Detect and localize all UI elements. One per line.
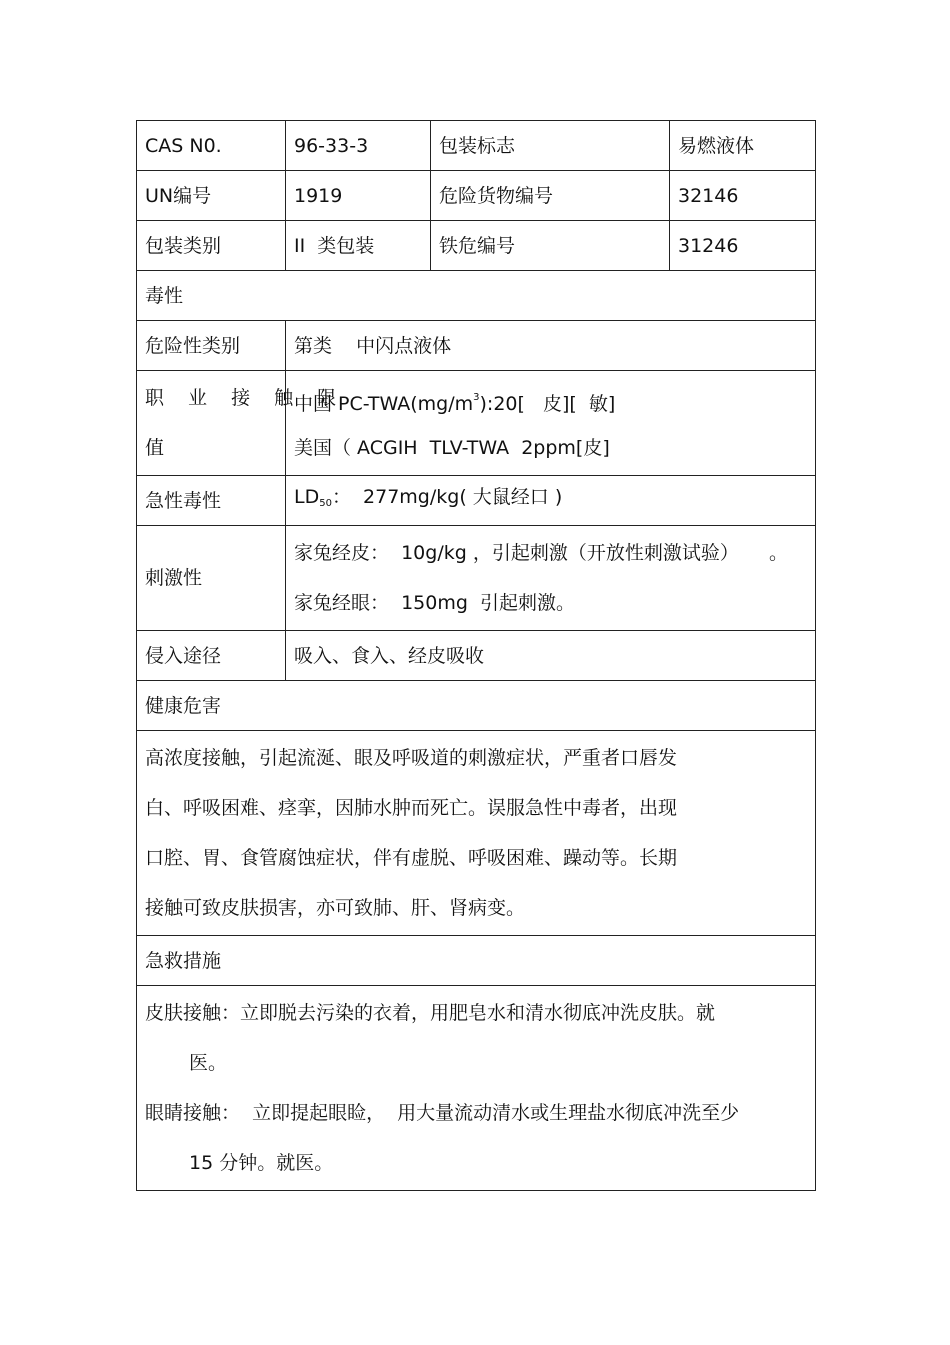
exposure-label-line2: 值 <box>145 437 165 459</box>
table-row <box>137 731 816 936</box>
irritation-skin: 家兔经皮： 10g/kg ，引起刺激（开放性刺激试验） 。 <box>294 542 789 564</box>
packing-mark-label: 包装标志 <box>431 121 670 171</box>
table-row <box>137 271 816 321</box>
exposure-limit-label <box>137 371 346 476</box>
first-aid-line: 眼睛接触： 立即提起眼睑， 用大量流动清水或生理盐水彻底冲洗至少 <box>145 1102 740 1124</box>
table-row <box>137 371 816 476</box>
health-line: 口腔、胃、食管腐蚀症状，伴有虚脱、呼吸困难、躁动等。长期 <box>145 847 678 869</box>
toxicity-heading: 毒性 <box>137 271 816 321</box>
table-row <box>137 121 816 171</box>
packing-class-value: II 类包装 <box>286 221 431 271</box>
first-aid-heading: 急救措施 <box>137 936 816 986</box>
health-line: 高浓度接触，引起流涎、眼及呼吸道的刺激症状，严重者口唇发 <box>145 747 678 769</box>
acute-sub: 50 <box>319 498 332 509</box>
first-aid-line: 皮肤接触：立即脱去污染的衣着，用肥皂水和清水彻底冲洗皮肤。就 <box>145 1002 716 1024</box>
table-row <box>137 681 816 731</box>
packing-class-label: 包装类别 <box>137 221 286 271</box>
acute-prefix: LD <box>294 486 320 508</box>
railway-hazard-number-value: 31246 <box>670 221 816 271</box>
railway-hazard-number-label: 铁危编号 <box>431 221 670 271</box>
dangerous-goods-number-value: 32146 <box>670 171 816 221</box>
first-aid-text <box>137 986 816 1191</box>
first-aid-line: 15 分钟。就医。 <box>189 1152 334 1174</box>
chemical-safety-table <box>136 120 816 1191</box>
irritation-value <box>286 526 816 631</box>
irritation-eye: 家兔经眼： 150mg 引起刺激。 <box>294 592 575 614</box>
hazard-class-value: 第类 中闪点液体 <box>286 321 816 371</box>
table-row <box>137 221 816 271</box>
packing-mark-value: 易燃液体 <box>670 121 816 171</box>
table-row <box>137 526 816 631</box>
acute-toxicity-value <box>286 476 816 526</box>
acute-toxicity-label: 急性毒性 <box>137 476 286 526</box>
un-number-label: UN编号 <box>137 171 286 221</box>
cas-value: 96-33-3 <box>286 121 431 171</box>
route-label: 侵入途径 <box>137 631 286 681</box>
table-row <box>137 171 816 221</box>
table-row <box>137 986 816 1191</box>
route-value: 吸入、食入、经皮吸收 <box>286 631 816 681</box>
first-aid-line: 医。 <box>189 1052 228 1074</box>
cas-label: CAS N0. <box>137 121 286 171</box>
health-hazard-text <box>137 731 816 936</box>
exposure-limit-value <box>286 371 816 476</box>
exposure-china <box>294 373 807 423</box>
table-row <box>137 476 816 526</box>
hazard-class-label: 危险性类别 <box>137 321 286 371</box>
exposure-china-suffix: ):20[ 皮][ 敏] <box>479 393 616 415</box>
table-row <box>137 631 816 681</box>
exposure-label-line1: 职 业 接 触 限 <box>145 387 346 409</box>
table-row <box>137 321 816 371</box>
health-hazard-heading: 健康危害 <box>137 681 816 731</box>
health-line: 白、呼吸困难、痉挛，因肺水肿而死亡。误服急性中毒者，出现 <box>145 797 678 819</box>
exposure-china-sup: 3 <box>473 392 480 403</box>
health-line: 接触可致皮肤损害，亦可致肺、肝、肾病变。 <box>145 897 526 919</box>
acute-suffix: ： 277mg/kg( 大鼠经口 ) <box>331 486 563 508</box>
table-row <box>137 936 816 986</box>
dangerous-goods-number-label: 危险货物编号 <box>431 171 670 221</box>
un-number-value: 1919 <box>286 171 431 221</box>
irritation-label: 刺激性 <box>137 526 286 631</box>
exposure-china-prefix: 中国 PC-TWA(mg/m <box>294 393 474 415</box>
exposure-usa: 美国（ ACGIH TLV-TWA 2ppm[皮] <box>294 437 610 459</box>
